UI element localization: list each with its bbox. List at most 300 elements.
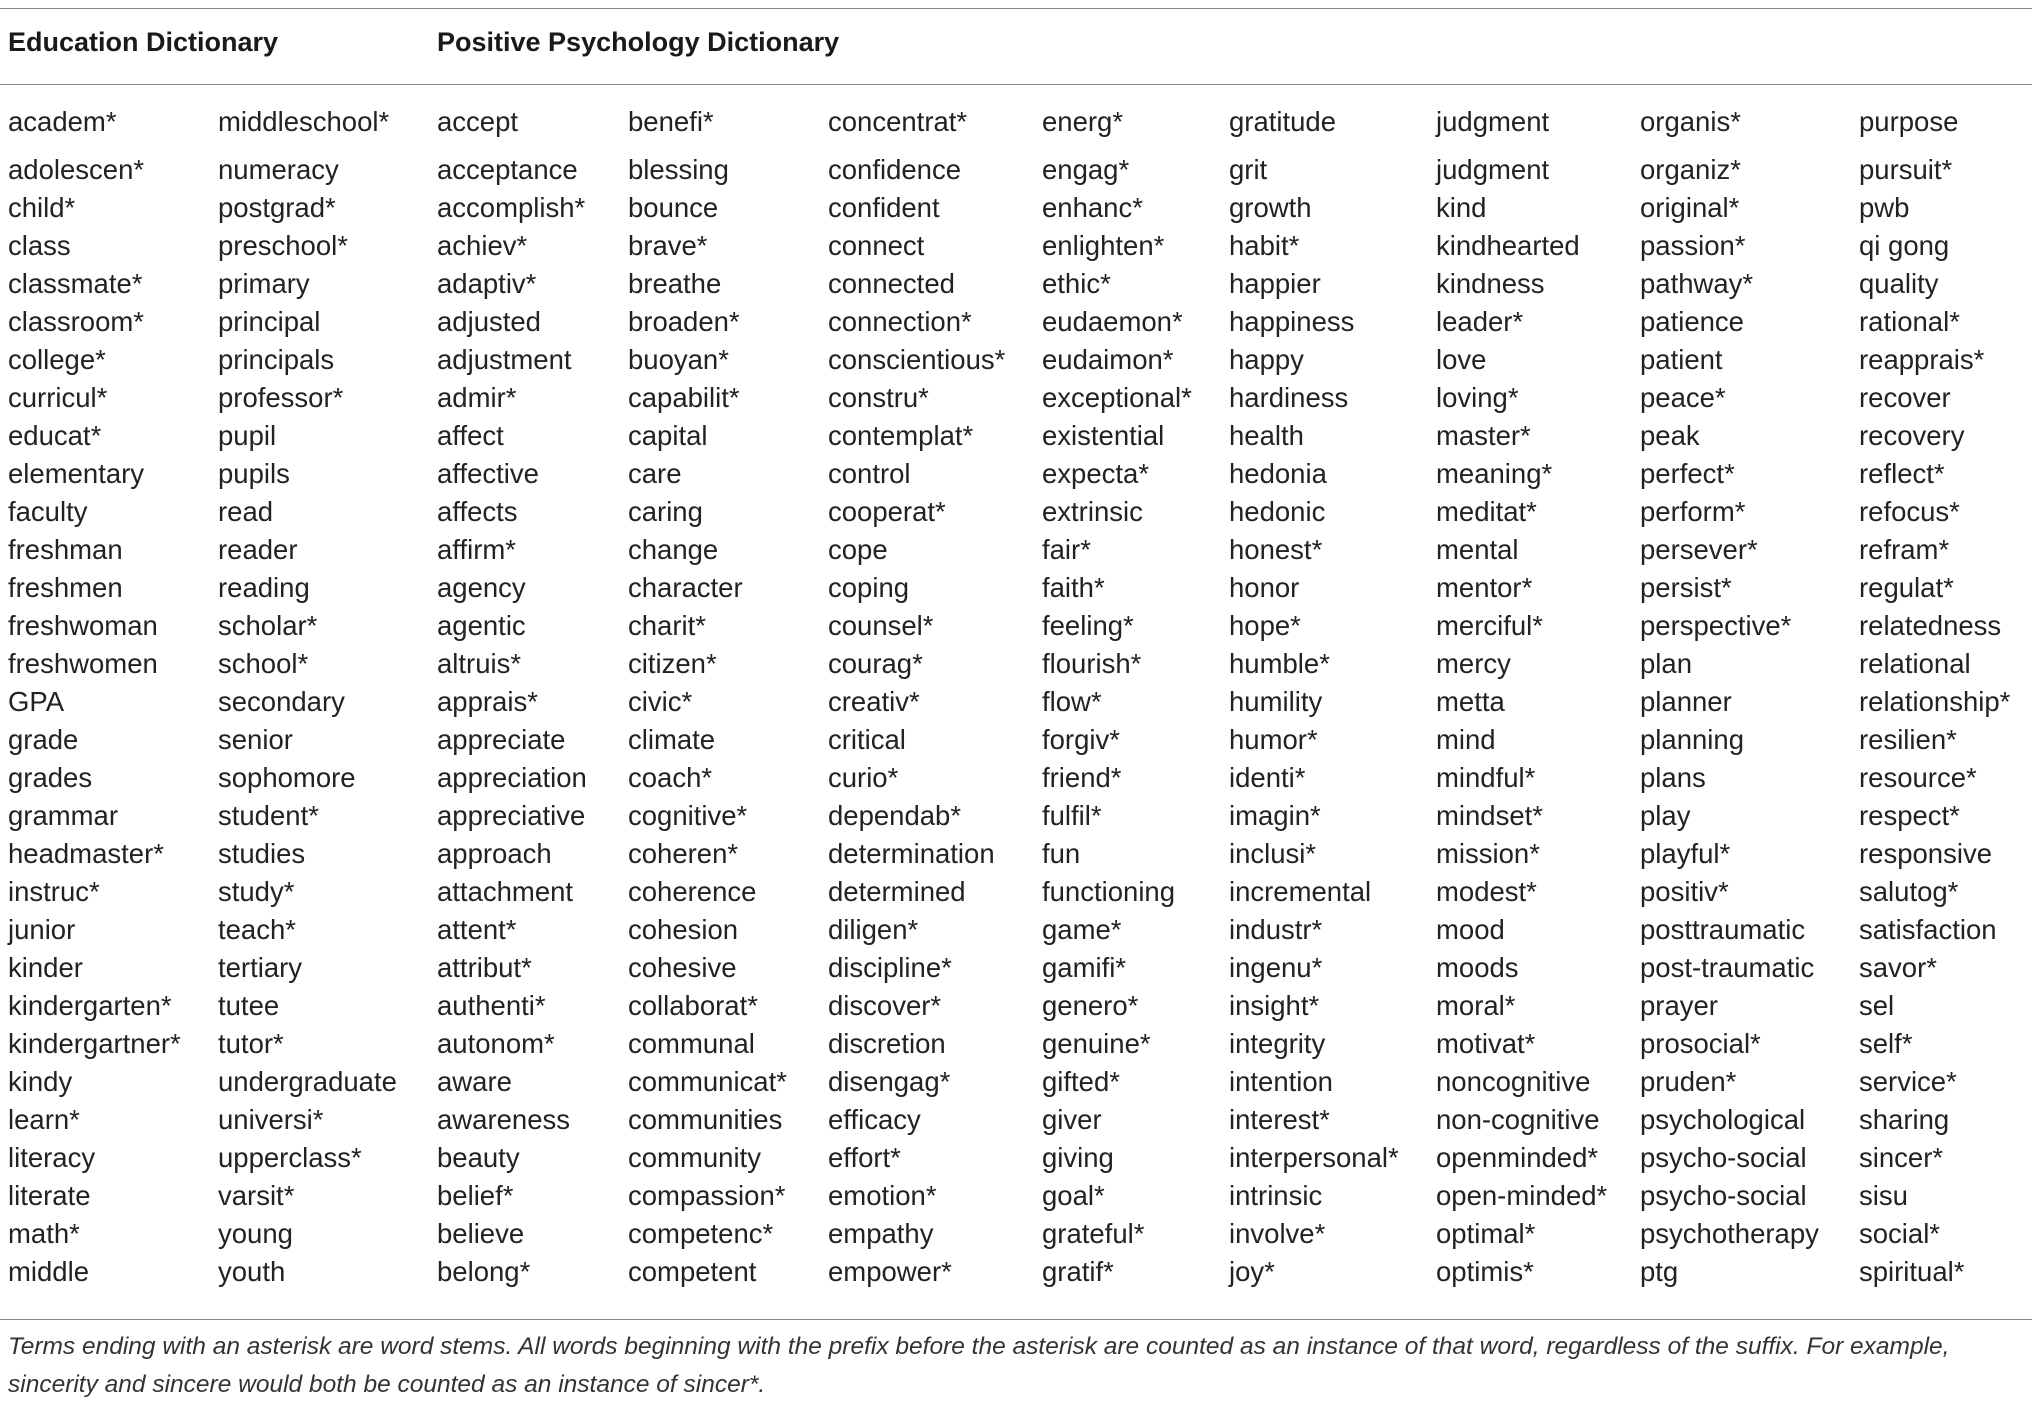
dictionary-term: eudaemon* bbox=[1042, 306, 1183, 337]
dictionary-term: tertiary bbox=[218, 952, 303, 983]
dictionary-term: student* bbox=[218, 800, 319, 831]
dictionary-term: humility bbox=[1229, 686, 1323, 717]
dictionary-term: competenc* bbox=[628, 1218, 774, 1249]
dictionary-term: believe bbox=[437, 1218, 525, 1249]
dictionary-term: mind bbox=[1436, 724, 1496, 755]
dictionary-term: collaborat* bbox=[628, 990, 758, 1021]
dictionary-term: eudaimon* bbox=[1042, 344, 1174, 375]
dictionary-term: courag* bbox=[828, 648, 923, 679]
dictionary-term: college* bbox=[8, 344, 106, 375]
dictionary-term: giver bbox=[1042, 1104, 1102, 1135]
dictionary-term: gamifi* bbox=[1042, 952, 1127, 983]
dictionary-term: energ* bbox=[1042, 106, 1124, 137]
dictionary-term: gratif* bbox=[1042, 1256, 1114, 1287]
dictionary-term: discretion bbox=[828, 1028, 946, 1059]
dictionary-term: resource* bbox=[1859, 762, 1977, 793]
dictionary-term: fun bbox=[1042, 838, 1081, 869]
dictionary-term: refocus* bbox=[1859, 496, 1960, 527]
dictionary-term: classmate* bbox=[8, 268, 143, 299]
dictionary-term: read bbox=[218, 496, 274, 527]
dictionary-term: relational bbox=[1859, 648, 1971, 679]
dictionary-term: adaptiv* bbox=[437, 268, 537, 299]
dictionary-term: cohesive bbox=[628, 952, 737, 983]
dictionary-term: dependab* bbox=[828, 800, 962, 831]
dictionary-term: reader bbox=[218, 534, 298, 565]
dictionary-term: moral* bbox=[1436, 990, 1516, 1021]
dictionary-term: class bbox=[8, 230, 71, 261]
dictionary-term: habit* bbox=[1229, 230, 1300, 261]
dictionary-term: goal* bbox=[1042, 1180, 1105, 1211]
dictionary-term: existential bbox=[1042, 420, 1165, 451]
dictionary-term: perspective* bbox=[1640, 610, 1792, 641]
dictionary-term: metta bbox=[1436, 686, 1505, 717]
word-column bbox=[8, 103, 181, 1291]
dictionary-term: numeracy bbox=[218, 154, 339, 185]
dictionary-term: involve* bbox=[1229, 1218, 1326, 1249]
dictionary-term: open-minded* bbox=[1436, 1180, 1608, 1211]
dictionary-term: extrinsic bbox=[1042, 496, 1143, 527]
dictionary-term: gifted* bbox=[1042, 1066, 1120, 1097]
dictionary-term: pupils bbox=[218, 458, 290, 489]
dictionary-term: grade bbox=[8, 724, 79, 755]
dictionary-term: optimis* bbox=[1436, 1256, 1534, 1287]
dictionary-term: intrinsic bbox=[1229, 1180, 1323, 1211]
dictionary-term: patience bbox=[1640, 306, 1744, 337]
dictionary-term: conscientious* bbox=[828, 344, 1006, 375]
dictionary-term: admir* bbox=[437, 382, 517, 413]
dictionary-term: perform* bbox=[1640, 496, 1746, 527]
dictionary-term: regulat* bbox=[1859, 572, 1954, 603]
dictionary-term: freshwomen bbox=[8, 648, 158, 679]
dictionary-term: appreciate bbox=[437, 724, 566, 755]
dictionary-term: relationship* bbox=[1859, 686, 2011, 717]
dictionary-term: service* bbox=[1859, 1066, 1957, 1097]
dictionary-term: friend* bbox=[1042, 762, 1122, 793]
dictionary-term: relatedness bbox=[1859, 610, 2002, 641]
dictionary-term: planner bbox=[1640, 686, 1732, 717]
dictionary-term: non-cognitive bbox=[1436, 1104, 1600, 1135]
dictionary-term: belief* bbox=[437, 1180, 514, 1211]
dictionary-term: ptg bbox=[1640, 1256, 1679, 1287]
dictionary-term: functioning bbox=[1042, 876, 1176, 907]
dictionary-term: self* bbox=[1859, 1028, 1913, 1059]
dictionary-term: connection* bbox=[828, 306, 972, 337]
positive-psychology-dictionary-header: Positive Psychology Dictionary bbox=[437, 27, 840, 57]
dictionary-term: young bbox=[218, 1218, 293, 1249]
dictionary-term: postgrad* bbox=[218, 192, 336, 223]
dictionary-term: connect bbox=[828, 230, 925, 261]
dictionary-term: agentic bbox=[437, 610, 526, 641]
dictionary-term: enlighten* bbox=[1042, 230, 1165, 261]
dictionary-term: attribut* bbox=[437, 952, 532, 983]
dictionary-term: humble* bbox=[1229, 648, 1330, 679]
dictionary-term: openminded* bbox=[1436, 1142, 1599, 1173]
dictionary-term: sel bbox=[1859, 990, 1895, 1021]
dictionary-term: organiz* bbox=[1640, 154, 1741, 185]
dictionary-term: psycho-social bbox=[1640, 1142, 1807, 1173]
dictionary-term: academ* bbox=[8, 106, 117, 137]
word-column bbox=[218, 103, 397, 1291]
dictionary-term: recovery bbox=[1859, 420, 1965, 451]
dictionary-term: care bbox=[628, 458, 682, 489]
dictionary-term: emotion* bbox=[828, 1180, 937, 1211]
dictionary-term: incremental bbox=[1229, 876, 1372, 907]
dictionary-term: judgment bbox=[1436, 106, 1550, 137]
dictionary-term: posttraumatic bbox=[1640, 914, 1806, 945]
word-column bbox=[1229, 103, 1399, 1291]
dictionary-term: GPA bbox=[8, 686, 65, 717]
word-column bbox=[1436, 103, 1607, 1291]
dictionary-term: kind bbox=[1436, 192, 1487, 223]
dictionary-term: genuine* bbox=[1042, 1028, 1151, 1059]
dictionary-term: discover* bbox=[828, 990, 942, 1021]
dictionary-term: gratitude bbox=[1229, 106, 1337, 137]
dictionary-term: meditat* bbox=[1436, 496, 1537, 527]
dictionary-term: happiness bbox=[1229, 306, 1355, 337]
dictionary-term: affect bbox=[437, 420, 504, 451]
dictionary-term: adjusted bbox=[437, 306, 541, 337]
dictionary-term: authenti* bbox=[437, 990, 546, 1021]
dictionary-term: determination bbox=[828, 838, 995, 869]
dictionary-term: coach* bbox=[628, 762, 713, 793]
dictionary-term: responsive bbox=[1859, 838, 1992, 869]
dictionary-term: curio* bbox=[828, 762, 899, 793]
dictionary-term: empathy bbox=[828, 1218, 934, 1249]
dictionary-term: modest* bbox=[1436, 876, 1537, 907]
dictionary-term: constru* bbox=[828, 382, 929, 413]
dictionary-term: passion* bbox=[1640, 230, 1746, 261]
dictionary-term: breathe bbox=[628, 268, 722, 299]
dictionary-term: persever* bbox=[1640, 534, 1758, 565]
dictionary-term: capabilit* bbox=[628, 382, 740, 413]
dictionary-term: kindergarten* bbox=[8, 990, 172, 1021]
dictionary-term: inclusi* bbox=[1229, 838, 1317, 869]
dictionary-term: plan bbox=[1640, 648, 1692, 679]
dictionary-term: community bbox=[628, 1142, 761, 1173]
dictionary-term: attent* bbox=[437, 914, 517, 945]
dictionary-term: altruis* bbox=[437, 648, 522, 679]
dictionary-term: confident bbox=[828, 192, 940, 223]
dictionary-term: sophomore bbox=[218, 762, 356, 793]
dictionary-term: preschool* bbox=[218, 230, 348, 261]
dictionary-term: caring bbox=[628, 496, 703, 527]
dictionary-term: change bbox=[628, 534, 719, 565]
dictionary-term: connected bbox=[828, 268, 955, 299]
dictionary-term: adjustment bbox=[437, 344, 572, 375]
dictionary-term: joy* bbox=[1229, 1256, 1275, 1287]
dictionary-term: competent bbox=[628, 1256, 757, 1287]
dictionary-term: freshwoman bbox=[8, 610, 158, 641]
dictionary-term: interest* bbox=[1229, 1104, 1330, 1135]
dictionary-term: identi* bbox=[1229, 762, 1306, 793]
dictionary-term: affective bbox=[437, 458, 539, 489]
dictionary-term: social* bbox=[1859, 1218, 1941, 1249]
dictionary-term: master* bbox=[1436, 420, 1531, 451]
dictionary-term: aware bbox=[437, 1066, 512, 1097]
dictionary-term: classroom* bbox=[8, 306, 145, 337]
dictionary-term: respect* bbox=[1859, 800, 1960, 831]
dictionary-term: leader* bbox=[1436, 306, 1524, 337]
dictionary-term: elementary bbox=[8, 458, 145, 489]
dictionary-term: mission* bbox=[1436, 838, 1540, 869]
dictionary-term: youth bbox=[218, 1256, 286, 1287]
dictionary-term: math* bbox=[8, 1218, 80, 1249]
dictionary-term: literate bbox=[8, 1180, 91, 1211]
dictionary-term: appreciation bbox=[437, 762, 587, 793]
dictionary-term: undergraduate bbox=[218, 1066, 397, 1097]
dictionary-term: disengag* bbox=[828, 1066, 951, 1097]
dictionary-term: sisu bbox=[1859, 1180, 1908, 1211]
dictionary-term: peace* bbox=[1640, 382, 1726, 413]
dictionary-term: freshmen bbox=[8, 572, 123, 603]
dictionary-term: expecta* bbox=[1042, 458, 1150, 489]
dictionary-term: pwb bbox=[1859, 192, 1910, 223]
dictionary-term: giving bbox=[1042, 1142, 1114, 1173]
dictionary-term: kindy bbox=[8, 1066, 73, 1097]
table-footnote: Terms ending with an asterisk are word stems. All words beginning with the prefix before the asterisk are counted as an instance of that word, regardless of the suffix. For example, sincerity and sincere would both be counted as an instance of sincer*. bbox=[8, 1333, 1950, 1398]
dictionary-term: cognitive* bbox=[628, 800, 748, 831]
dictionary-term: benefi* bbox=[628, 106, 714, 137]
dictionary-term: freshman bbox=[8, 534, 123, 565]
dictionary-term: cope bbox=[828, 534, 888, 565]
dictionary-term: curricul* bbox=[8, 382, 108, 413]
dictionary-term: honor bbox=[1229, 572, 1300, 603]
dictionary-term: appreciative bbox=[437, 800, 586, 831]
dictionary-term: accept bbox=[437, 106, 519, 137]
dictionary-term: pathway* bbox=[1640, 268, 1754, 299]
dictionary-term: faith* bbox=[1042, 572, 1105, 603]
word-column bbox=[1042, 103, 1192, 1291]
dictionary-term: agency bbox=[437, 572, 526, 603]
dictionary-term: flourish* bbox=[1042, 648, 1142, 679]
dictionary-term: literacy bbox=[8, 1142, 96, 1173]
dictionary-term: beauty bbox=[437, 1142, 520, 1173]
dictionary-term: positiv* bbox=[1640, 876, 1729, 907]
dictionary-term: professor* bbox=[218, 382, 344, 413]
dictionary-term: savor* bbox=[1859, 952, 1937, 983]
dictionary-term: industr* bbox=[1229, 914, 1323, 945]
dictionary-term: satisfaction bbox=[1859, 914, 1997, 945]
dictionary-term: scholar* bbox=[218, 610, 318, 641]
dictionary-term: diligen* bbox=[828, 914, 919, 945]
dictionary-term: approach bbox=[437, 838, 552, 869]
dictionary-term: senior bbox=[218, 724, 293, 755]
dictionary-term: mentor* bbox=[1436, 572, 1533, 603]
dictionary-term: growth bbox=[1229, 192, 1312, 223]
dictionary-term: discipline* bbox=[828, 952, 952, 983]
dictionary-term: secondary bbox=[218, 686, 345, 717]
dictionary-term: grammar bbox=[8, 800, 119, 831]
dictionary-term: buoyan* bbox=[628, 344, 729, 375]
dictionary-term: humor* bbox=[1229, 724, 1318, 755]
dictionary-term: climate bbox=[628, 724, 716, 755]
dictionary-term: exceptional* bbox=[1042, 382, 1192, 413]
dictionary-term: tutee bbox=[218, 990, 280, 1021]
dictionary-term: tutor* bbox=[218, 1028, 284, 1059]
dictionary-term: principal bbox=[218, 306, 321, 337]
dictionary-term: acceptance bbox=[437, 154, 578, 185]
dictionary-term: patient bbox=[1640, 344, 1723, 375]
dictionary-term: efficacy bbox=[828, 1104, 921, 1135]
dictionary-term: sharing bbox=[1859, 1104, 1950, 1135]
dictionary-term: affects bbox=[437, 496, 518, 527]
table-top-rule bbox=[0, 8, 2032, 9]
dictionary-term: primary bbox=[218, 268, 310, 299]
dictionary-term: psychotherapy bbox=[1640, 1218, 1819, 1249]
dictionary-term: teach* bbox=[218, 914, 296, 945]
dictionary-term: game* bbox=[1042, 914, 1122, 945]
dictionary-term: cooperat* bbox=[828, 496, 946, 527]
dictionary-term: creativ* bbox=[828, 686, 920, 717]
dictionary-term: ethic* bbox=[1042, 268, 1111, 299]
dictionary-term: awareness bbox=[437, 1104, 570, 1135]
dictionary-term: grit bbox=[1229, 154, 1268, 185]
dictionary-term: confidence bbox=[828, 154, 962, 185]
dictionary-term: health bbox=[1229, 420, 1304, 451]
word-column bbox=[628, 103, 787, 1291]
dictionary-term: fair* bbox=[1042, 534, 1091, 565]
dictionary-term: communal bbox=[628, 1028, 755, 1059]
dictionary-term: charit* bbox=[628, 610, 706, 641]
dictionary-term: reapprais* bbox=[1859, 344, 1985, 375]
dictionary-term: achiev* bbox=[437, 230, 528, 261]
dictionary-term: sincer* bbox=[1859, 1142, 1944, 1173]
dictionary-term: happy bbox=[1229, 344, 1304, 375]
dictionary-term: bounce bbox=[628, 192, 719, 223]
dictionary-term: perfect* bbox=[1640, 458, 1735, 489]
dictionary-term: playful* bbox=[1640, 838, 1731, 869]
dictionary-term: hedonic bbox=[1229, 496, 1326, 527]
dictionary-term: control bbox=[828, 458, 911, 489]
dictionary-term: universi* bbox=[218, 1104, 324, 1135]
dictionary-term: effort* bbox=[828, 1142, 901, 1173]
dictionary-term: prosocial* bbox=[1640, 1028, 1761, 1059]
dictionary-term: forgiv* bbox=[1042, 724, 1120, 755]
dictionary-term: capital bbox=[628, 420, 708, 451]
dictionary-term: kindergartner* bbox=[8, 1028, 181, 1059]
dictionary-term: autonom* bbox=[437, 1028, 555, 1059]
dictionary-term: citizen* bbox=[628, 648, 717, 679]
dictionary-term: pupil bbox=[218, 420, 277, 451]
dictionary-term: coheren* bbox=[628, 838, 739, 869]
dictionary-term: imagin* bbox=[1229, 800, 1321, 831]
dictionary-term: optimal* bbox=[1436, 1218, 1536, 1249]
dictionary-term: insight* bbox=[1229, 990, 1320, 1021]
word-column bbox=[1640, 103, 1819, 1291]
dictionary-term: purpose bbox=[1859, 106, 1959, 137]
word-column bbox=[828, 103, 1005, 1291]
dictionary-term: character bbox=[628, 572, 743, 603]
dictionary-term: judgment bbox=[1436, 154, 1550, 185]
dictionary-term: prayer bbox=[1640, 990, 1718, 1021]
dictionary-term: reflect* bbox=[1859, 458, 1945, 489]
education-dictionary-header: Education Dictionary bbox=[8, 27, 279, 57]
dictionary-term: play bbox=[1640, 800, 1691, 831]
dictionary-term: principals bbox=[218, 344, 335, 375]
dictionary-term: counsel* bbox=[828, 610, 934, 641]
dictionary-term: mindful* bbox=[1436, 762, 1536, 793]
dictionary-term: merciful* bbox=[1436, 610, 1543, 641]
dictionary-term: pruden* bbox=[1640, 1066, 1737, 1097]
dictionary-term: junior bbox=[8, 914, 76, 945]
dictionary-term: critical bbox=[828, 724, 906, 755]
dictionary-term: school* bbox=[218, 648, 309, 679]
dictionary-term: compassion* bbox=[628, 1180, 786, 1211]
dictionary-term: mood bbox=[1436, 914, 1505, 945]
word-column bbox=[437, 103, 587, 1291]
dictionary-term: civic* bbox=[628, 686, 693, 717]
dictionary-term: organis* bbox=[1640, 106, 1741, 137]
dictionary-term: communities bbox=[628, 1104, 783, 1135]
dictionary-term: psycho-social bbox=[1640, 1180, 1807, 1211]
dictionary-term: hedonia bbox=[1229, 458, 1327, 489]
header-rule bbox=[0, 84, 2032, 85]
dictionary-term: communicat* bbox=[628, 1066, 787, 1097]
dictionary-term: headmaster* bbox=[8, 838, 164, 869]
dictionary-term: genero* bbox=[1042, 990, 1139, 1021]
dictionary-term: integrity bbox=[1229, 1028, 1326, 1059]
dictionary-term: honest* bbox=[1229, 534, 1323, 565]
dictionary-term: meaning* bbox=[1436, 458, 1553, 489]
dictionary-term: grateful* bbox=[1042, 1218, 1145, 1249]
dictionary-term: apprais* bbox=[437, 686, 538, 717]
dictionary-term: love bbox=[1436, 344, 1487, 375]
dictionary-term: child* bbox=[8, 192, 76, 223]
dictionary-term: accomplish* bbox=[437, 192, 586, 223]
dictionary-term: happier bbox=[1229, 268, 1321, 299]
dictionary-term: concentrat* bbox=[828, 106, 968, 137]
dictionary-term: ingenu* bbox=[1229, 952, 1323, 983]
dictionary-term: quality bbox=[1859, 268, 1939, 299]
dictionary-term: recover bbox=[1859, 382, 1951, 413]
dictionary-term: enhanc* bbox=[1042, 192, 1143, 223]
dictionary-term: affirm* bbox=[437, 534, 516, 565]
dictionary-term: psychological bbox=[1640, 1104, 1806, 1135]
dictionary-term: learn* bbox=[8, 1104, 80, 1135]
dictionary-term: grades bbox=[8, 762, 93, 793]
dictionary-term: middleschool* bbox=[218, 106, 390, 137]
dictionary-term: feeling* bbox=[1042, 610, 1134, 641]
dictionary-term: fulfil* bbox=[1042, 800, 1102, 831]
dictionary-term: brave* bbox=[628, 230, 708, 261]
dictionary-term: intention bbox=[1229, 1066, 1333, 1097]
dictionary-term: attachment bbox=[437, 876, 574, 907]
dictionary-term: plans bbox=[1640, 762, 1706, 793]
dictionary-term: salutog* bbox=[1859, 876, 1959, 907]
dictionary-term: study* bbox=[218, 876, 295, 907]
dictionary-term: resilien* bbox=[1859, 724, 1957, 755]
dictionary-term: broaden* bbox=[628, 306, 740, 337]
dictionary-term: adolescen* bbox=[8, 154, 145, 185]
dictionary-term: original* bbox=[1640, 192, 1740, 223]
dictionary-term: qi gong bbox=[1859, 230, 1950, 261]
dictionary-term: reading bbox=[218, 572, 310, 603]
dictionary-term: middle bbox=[8, 1256, 90, 1287]
dictionary-term: kinder bbox=[8, 952, 83, 983]
table-bottom-rule bbox=[0, 1319, 2032, 1320]
dictionary-term: spiritual* bbox=[1859, 1256, 1965, 1287]
dictionary-term: interpersonal* bbox=[1229, 1142, 1399, 1173]
dictionary-term: pursuit* bbox=[1859, 154, 1953, 185]
dictionary-term: blessing bbox=[628, 154, 729, 185]
dictionary-term: persist* bbox=[1640, 572, 1732, 603]
dictionary-term: rational* bbox=[1859, 306, 1960, 337]
dictionary-term: cohesion bbox=[628, 914, 739, 945]
dictionary-term: planning bbox=[1640, 724, 1744, 755]
dictionary-term: studies bbox=[218, 838, 306, 869]
dictionary-term: hardiness bbox=[1229, 382, 1349, 413]
dictionary-term: kindness bbox=[1436, 268, 1545, 299]
